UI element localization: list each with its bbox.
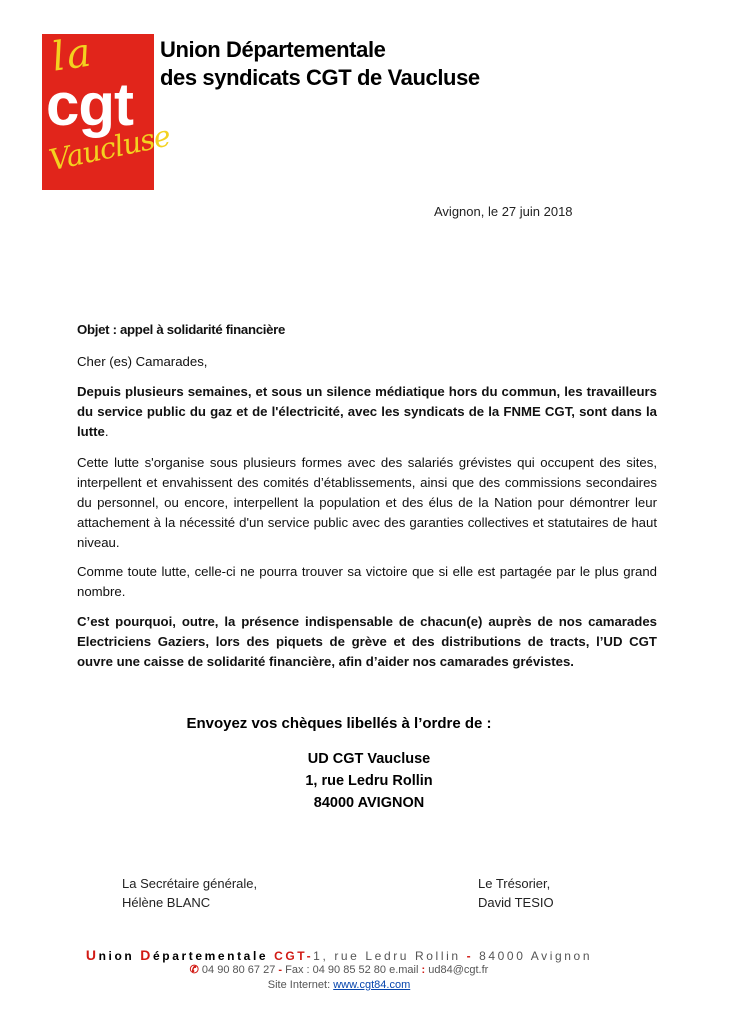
footer-dash-1: -	[306, 949, 314, 963]
footer-departementale-rest: épartementale	[152, 949, 275, 963]
letter-date: Avignon, le 27 juin 2018	[434, 204, 573, 219]
footer-d-capital: D	[140, 947, 153, 963]
logo-vaucluse-text: Vaucluse	[46, 118, 173, 178]
footer-u-capital: U	[85, 947, 99, 963]
address-name: UD CGT Vaucluse	[307, 751, 431, 767]
footer-fax-dash: -	[278, 964, 286, 976]
footer-union-rest: nion	[98, 949, 141, 963]
footer-city: 84000 Avignon	[479, 949, 593, 963]
signature-secretary	[122, 874, 257, 912]
footer-cgt: CGT	[274, 949, 307, 963]
letter-footer	[0, 947, 678, 993]
treasurer-role: Le Trésorier,	[478, 876, 551, 891]
paragraph-1-text: Depuis plusieurs semaines, et sous un silence médiatique hors du commun, les travailleurs du service public du gaz et de l'électricité, avec les syndicats de la FNME CGT, sont dans la lutte	[77, 384, 657, 439]
secretary-role: La Secrétaire générale,	[122, 876, 258, 891]
paragraph-1-end: .	[104, 424, 109, 439]
cgt-logo	[42, 29, 173, 190]
paragraph-1	[77, 382, 657, 442]
signature-treasurer	[478, 874, 554, 912]
secretary-name: Hélène BLANC	[122, 895, 211, 910]
footer-dash-2: -	[460, 949, 480, 963]
footer-site-label: Site Internet:	[267, 979, 334, 991]
treasurer-name: David TESIO	[478, 895, 554, 910]
mailing-address	[0, 748, 738, 814]
footer-website-line	[0, 978, 678, 993]
paragraph-4: C’est pourquoi, outre, la présence indispensable de chacun(e) auprès de nos camarades Electriciens Gaziers, lors des piquets de grève et des distributions de tracts, l’UD CGT ouvre une caisse de solidarité financière, afin d’aider nos camarades grévistes.	[77, 614, 657, 669]
footer-phone: 04 90 80 67 27	[198, 964, 279, 976]
paragraph-2: Cette lutte s'organise sous plusieurs formes avec des salariés grévistes qui occupent des sites, interpellent et envahissent des comités d’établissements, ainsi que des commissions secondaires du personnel, ou encore, interpellent la population et des élus de la Nation pour démontrer leur attachement à la nécessité d'un service public avec des garanties collectives et statutaires de haut niveau.	[77, 455, 657, 550]
cheque-instructions-heading: Envoyez vos chèques libellés à l’ordre de :	[186, 715, 492, 732]
footer-street: 1, rue Ledru Rollin	[313, 949, 461, 963]
paragraph-3: Comme toute lutte, celle-ci ne pourra trouver sa victoire que si elle est partagée par le plus grand nombre.	[77, 564, 657, 599]
organization-title-line1: Union Départementale	[160, 37, 386, 62]
footer-email-colon: :	[421, 964, 426, 976]
footer-email: ud84@cgt.fr	[425, 964, 489, 976]
footer-contact-line	[0, 963, 678, 978]
organization-title-line2: des syndicats CGT de Vaucluse	[160, 65, 480, 90]
letter-greeting: Cher (es) Camarades,	[77, 354, 208, 369]
footer-organization-line	[0, 947, 678, 963]
phone-icon: ✆	[189, 964, 199, 976]
logo-cgt-text: cgt	[46, 71, 133, 138]
footer-fax: Fax : 04 90 85 52 80 e.mail	[285, 964, 422, 976]
letter-subject: Objet : appel à solidarité financière	[77, 322, 286, 337]
logo-la-text: la	[48, 29, 96, 81]
address-street: 1, rue Ledru Rollin	[305, 773, 433, 789]
website-link[interactable]: www.cgt84.com	[333, 979, 411, 991]
organization-title	[160, 36, 480, 92]
address-city: 84000 AVIGNON	[313, 795, 425, 811]
